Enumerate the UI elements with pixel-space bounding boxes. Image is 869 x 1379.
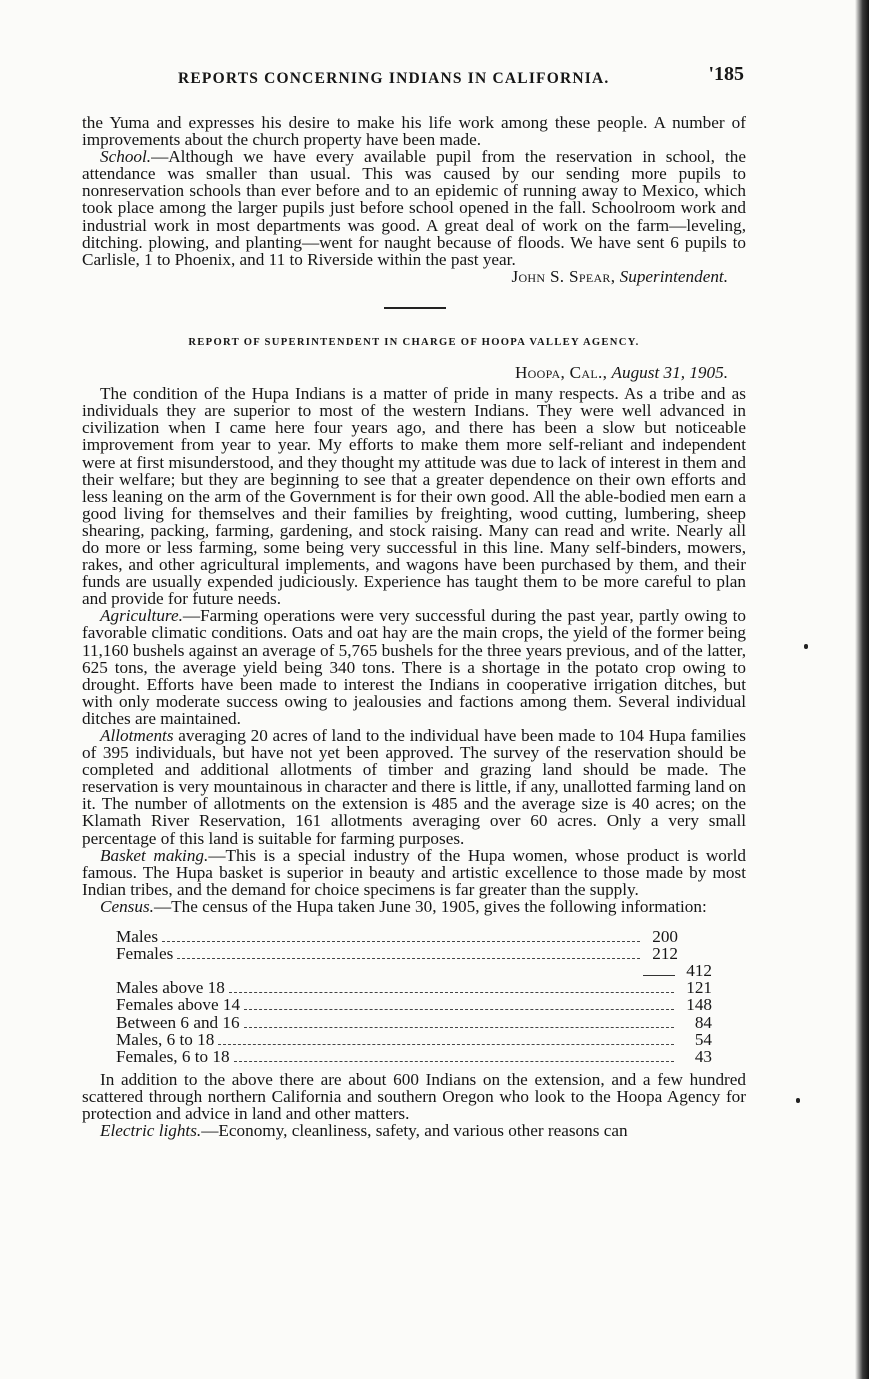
school-text: —Although we have every available pupil from the reservation in school, the attendance was smaller than usual. This was caused by our sending more pupils to nonreservation schools than ever before and to an epidemic of running away to Mexico, which took place among the larger pupils just before school opened in the fall. Schoolroom work and industrial work in most departments was good. A great deal of work on the farm—leveling, ditching. plowing, and planting—went for naught because of floods. We have sent 6 pupils to Carlisle, 1 to Phoenix, and 11 to Riverside within the past year. — [82, 147, 746, 269]
signature-name: John S. Spear, — [511, 266, 616, 286]
leader-dots — [177, 958, 640, 959]
dateline-date: August 31, 1905. — [611, 363, 728, 383]
census-text: —The census of the Hupa taken June 30, 1905, gives the following information: — [153, 896, 707, 916]
census-label: Males, 6 to 18 — [116, 1029, 215, 1049]
school-heading: School. — [100, 147, 152, 167]
electric-paragraph — [82, 1122, 746, 1139]
census-paragraph — [82, 898, 746, 915]
leader-dots — [229, 992, 674, 993]
signature — [82, 268, 728, 285]
page-edge-shadow — [855, 0, 869, 1379]
census-label: Females, 6 to 18 — [116, 1046, 230, 1066]
basket-paragraph — [82, 847, 746, 898]
extension-paragraph: In addition to the above there are about 600 Indians on the extension, and a few hundred scattered through northern California and southern Oregon who look to the Hoopa Agency for protection and advice in land and other matters. — [82, 1069, 746, 1123]
dateline — [82, 364, 728, 381]
dateline-place: Hoopa, Cal., — [514, 363, 608, 383]
census-total-row — [116, 962, 712, 979]
census-value: 84 — [694, 1012, 712, 1032]
census-table — [116, 928, 712, 1065]
basket-text: —This is a special industry of the Hupa women, whose product is world famous. The Hupa basket is superior in beauty and artistic excellence to those made by most Indian tribes, and the demand for choice specimens is far greater than the supply. — [82, 845, 746, 899]
allotments-heading: Allotments — [100, 726, 174, 745]
census-value: 121 — [686, 978, 712, 998]
census-label: Males — [116, 927, 159, 947]
table-row — [116, 996, 712, 1013]
electric-text: —Economy, cleanliness, safety, and various other reasons can — [201, 1121, 628, 1141]
table-row — [116, 979, 712, 996]
census-row-females — [116, 945, 678, 962]
margin-dot — [804, 644, 808, 649]
census-heading: Census. — [100, 896, 154, 916]
report-title: REPORT OF SUPERINTENDENT IN CHARGE OF HOOPA VALLEY AGENCY. — [188, 336, 640, 348]
page-number: '185 — [708, 63, 744, 85]
census-value: 43 — [694, 1046, 712, 1066]
table-row — [116, 1031, 712, 1048]
leader-dots — [244, 1009, 674, 1010]
condition-paragraph: The condition of the Hupa Indians is a matter of pride in many respects. As a tribe and as individuals they are superior to most of the western Indians. They were well advanced in civilization when I came here four years ago, and there has been a slow but noticeable improvement from year to year. My efforts to make them more self-reliant and independent were at first misunderstood, and they thought my attitude was due to lack of interest in them and their welfare; but they are beginning to see that a greater dependence on their own efforts and less leaning on the arm of the Government is for their own good. All the able-bodied men earn a good living for themselves and their families by freighting, wood cutting, lumbering, sheep shearing, packing, farming, gardening, and stock raising. Many can read and write. Nearly all do more or less farming, some being very successful in this line. Many self-binders, mowers, rakes, and other agricultural implements, and wagons have been purchased by them, and their funds are usually expended judiciously. Experience has taught them to be more careful to plan and provide for future needs. — [82, 384, 746, 609]
section-rule — [384, 307, 446, 309]
census-label: Males above 18 — [116, 978, 225, 998]
school-paragraph — [82, 148, 746, 268]
leader-dots — [218, 1044, 674, 1045]
leader-dots — [234, 1061, 674, 1062]
census-value: 212 — [652, 944, 678, 964]
intro-paragraph: the Yuma and expresses his desire to make his life work among these people. A number of improvements about the church property have been made. — [82, 113, 746, 150]
margin-dot — [796, 1098, 800, 1103]
census-value: 200 — [652, 927, 678, 947]
signature-title: Superintendent. — [619, 266, 728, 286]
basket-heading: Basket making. — [100, 845, 209, 865]
agriculture-text: —Farming operations were very successful during the past year, partly owing to favorable climatic conditions. Oats and oat hay are the main crops, the yield of the former being 11,160 bushels against an average of 5,765 bushels for the three years previous, and of the latter, 625 tons, the average yield being 340 tons. There is a shortage in the potato crop owing to drought. Efforts have been made to interest the Indians in cooperative irrigation ditches, but with only moderate success owing to jealousies and factions among them. Several individual ditches are maintained. — [82, 606, 747, 728]
leader-dots — [244, 1027, 674, 1028]
allotments-text: averaging 20 acres of land to the individual have been made to 104 Hupa families of 395 individuals, but have not yet been approved. The survey of the reservation should be completed and additional allotments of timber and grazing land should be made. The reservation is very mountainous in character and there is little, if any, unallotted farming land on it. The number of allotments on the extension is 485 and the average size is 40 acres; on the Klamath River Reservation, 161 allotments averaging over 60 acres. Only a very small percentage of this land is suitable for farming purposes. — [82, 726, 746, 848]
sum-rule — [643, 975, 675, 976]
census-row-males — [116, 928, 678, 945]
agriculture-heading: Agriculture. — [100, 606, 183, 626]
census-value: 54 — [694, 1029, 712, 1049]
table-row — [116, 1014, 712, 1031]
census-label: Females — [116, 944, 174, 964]
electric-heading: Electric lights. — [100, 1121, 202, 1141]
table-row — [116, 1048, 712, 1065]
census-value: 148 — [686, 995, 712, 1015]
agriculture-paragraph — [82, 607, 746, 727]
census-label: Between 6 and 16 — [116, 1012, 240, 1032]
leader-dots — [162, 941, 640, 942]
running-head — [82, 60, 746, 88]
allotments-paragraph — [82, 727, 746, 847]
document-page — [82, 60, 746, 1139]
census-total: 412 — [686, 961, 712, 981]
census-label: Females above 14 — [116, 995, 241, 1015]
running-head-title: REPORTS CONCERNING INDIANS IN CALIFORNIA. — [178, 70, 610, 87]
